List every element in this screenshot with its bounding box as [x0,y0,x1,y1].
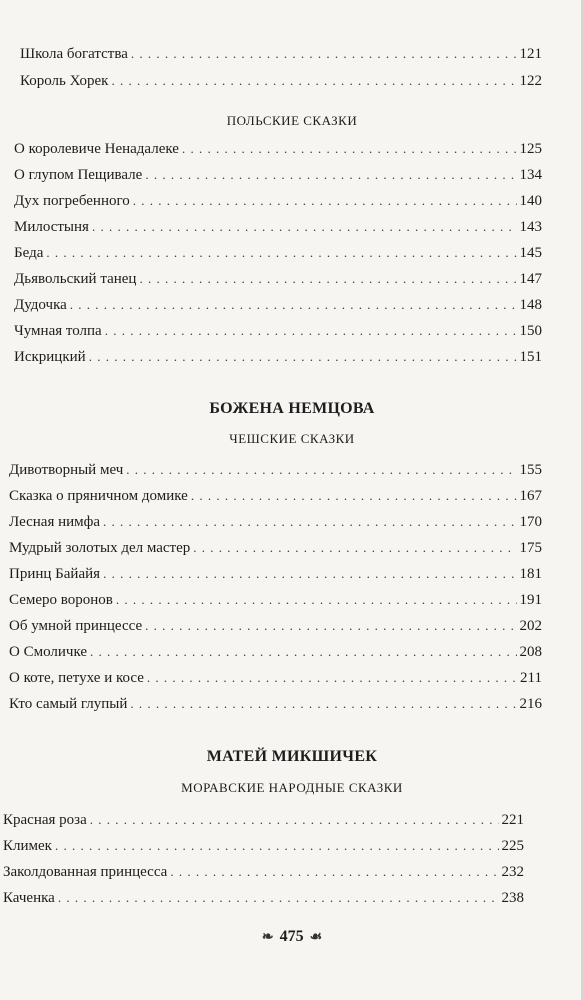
toc-entry-title: Об умной принцессе [9,618,143,634]
toc-entry [9,564,542,584]
toc-entry-page: 150 [519,323,542,339]
toc-entry [9,460,542,480]
toc-entry-page: 125 [519,141,542,157]
leader-dots [105,321,517,341]
toc-entry [3,888,524,908]
leader-dots [170,862,498,882]
toc-entry-page: 151 [519,349,542,365]
author-heading-miksicek: МАТЕЙ МИКШИЧЕК [206,748,378,765]
toc-entry-page: 170 [519,514,542,530]
toc-entry-page: 191 [519,592,542,608]
leader-dots [70,295,517,315]
toc-entry-page: 225 [501,838,524,854]
toc-entry-page: 202 [519,618,542,634]
toc-entry-title: Лесная нимфа [9,514,101,530]
author-heading-nemcova: БОЖЕНА НЕМЦОВА [209,400,375,417]
toc-entry [14,295,542,315]
leader-dots [182,139,517,159]
toc-entry-title: Дудочка [14,297,67,313]
toc-entry [9,616,542,636]
toc-entry-page: 148 [519,297,542,313]
toc-entry-page: 238 [501,890,524,906]
leader-dots [133,191,517,211]
toc-entry-title: Искрицкий [14,349,86,365]
toc-entry [3,862,524,882]
leader-dots [89,347,517,367]
leader-dots [131,44,517,64]
leader-dots [147,668,517,688]
section-heading-moravian: МОРАВСКИЕ НАРОДНЫЕ СКАЗКИ [181,780,403,795]
toc-entry-page: 232 [501,864,524,880]
leader-dots [90,810,499,830]
toc-entry [20,44,542,64]
leader-dots [103,564,516,584]
toc-entry-page: 208 [519,644,542,660]
toc-entry [20,71,542,91]
toc-entry-title: Каченка [3,890,55,906]
page-number [0,928,584,946]
toc-entry-title: Дьявольский танец [14,271,137,287]
toc-entry [14,139,542,159]
toc-entry [3,810,524,830]
toc-entry-page: 155 [519,462,542,478]
toc-entry-title: О Смоличке [9,644,88,660]
toc-entry-title: Кто самый глупый [9,696,128,712]
toc-entry [9,642,542,662]
toc-entry-title: О коте, петухе и косе [9,670,144,686]
leader-dots [116,590,517,610]
section-heading-czech: ЧЕШСКИЕ СКАЗКИ [229,431,355,446]
toc-entry [9,694,542,714]
toc-entry-title: Чумная толпа [14,323,102,339]
leader-dots [103,512,516,532]
toc-entry-page: 181 [519,566,542,582]
toc-entry-page: 121 [519,46,542,62]
toc-entry-title: О глупом Пещивале [14,167,143,183]
toc-entry-title: Дух погребенного [14,193,130,209]
toc-entry-page: 211 [520,670,542,686]
toc-entry [3,836,524,856]
toc-entry [14,191,542,211]
leader-dots [58,888,499,908]
toc-entry-title: Школа богатства [20,46,128,62]
toc-entry-page: 145 [519,245,542,261]
leader-dots [139,269,516,289]
toc-entry [9,512,542,532]
toc-entry-page: 216 [519,696,542,712]
toc-entry-title: Семеро воронов [9,592,113,608]
toc-entry-title: Сказка о пряничном домике [9,488,188,504]
leader-dots [46,243,516,263]
toc-entry-page: 143 [519,219,542,235]
toc-entry [14,243,542,263]
toc-entry [9,590,542,610]
toc-entry-page: 140 [519,193,542,209]
toc-entry [9,538,542,558]
ornament-right-icon: ☙ [309,929,323,945]
toc-entry-title: Мудрый золотых дел мастер [9,540,191,556]
toc-entry-title: Заколдованная принцесса [3,864,168,880]
toc-entry [14,347,542,367]
toc-entry-page: 147 [519,271,542,287]
toc-entry-title: Беда [14,245,44,261]
leader-dots [193,538,516,558]
toc-entry-title: Красная роза [3,812,87,828]
toc-entry-title: О королевиче Ненадалеке [14,141,179,157]
page-number-value: 475 [279,928,304,945]
toc-entry [9,668,542,688]
toc-entry [14,165,542,185]
toc-entry-page: 221 [501,812,524,828]
leader-dots [130,694,516,714]
leader-dots [145,616,516,636]
toc-entry [14,269,542,289]
ornament-left-icon: ❧ [261,929,274,945]
leader-dots [92,217,517,237]
toc-entry-page: 122 [519,73,542,89]
toc-entry-page: 134 [519,167,542,183]
toc-entry [9,486,542,506]
toc-entry-title: Принц Байайя [9,566,101,582]
leader-dots [111,71,516,91]
toc-entry [14,321,542,341]
toc-entry-page: 175 [519,540,542,556]
leader-dots [145,165,516,185]
leader-dots [90,642,516,662]
leader-dots [126,460,516,480]
leader-dots [55,836,499,856]
toc-entry-title: Дивотворный меч [9,462,124,478]
toc-entry [14,217,542,237]
toc-entry-page: 167 [519,488,542,504]
section-heading-polish: ПОЛЬСКИЕ СКАЗКИ [226,113,358,128]
leader-dots [191,486,517,506]
toc-entry-title: Король Хорек [20,73,109,89]
toc-entry-title: Милостыня [14,219,89,235]
toc-entry-title: Климек [3,838,52,854]
